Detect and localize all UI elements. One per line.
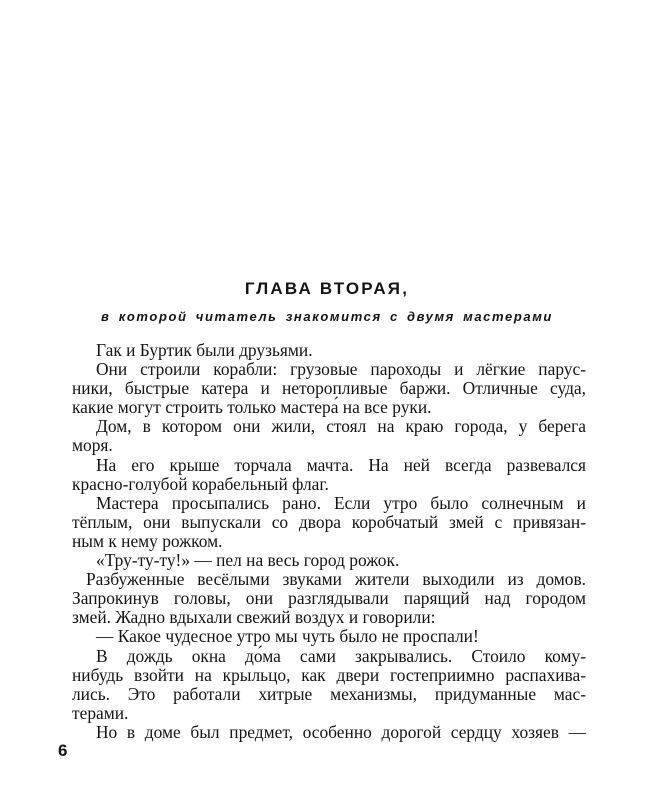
text-line: какие могут строить только мастера́ на все руки. <box>72 397 432 418</box>
chapter-body <box>72 341 586 742</box>
text-line: ники, быстрые катера и неторопливые баржи. Отличные суда, <box>72 378 586 399</box>
text-line: лись. Это работали хитрые механизмы, придуманные мас- <box>72 683 586 704</box>
text-line: ным к нему рожком. <box>72 530 223 551</box>
text-line: Гак и Буртик были друзьями. <box>96 340 313 360</box>
text-line: На его крыше торчала мачта. На ней всегда развевался <box>96 454 586 475</box>
text-line: Мастера просыпались рано. Если утро было солнечным и <box>96 492 586 513</box>
page-number: 6 <box>58 741 68 760</box>
text-line: нибудь взойти на крыльцо, как двери гостеприимно распахива- <box>72 664 586 685</box>
text-line: тёплым, они выпускали со двора коробчатый змей с привязан- <box>72 511 586 532</box>
text-line: «Тру-ту-ту!» — пел на весь город рожок. <box>96 550 400 571</box>
chapter-subtitle: в которой читатель знакомится с двумя мастерами <box>101 309 553 324</box>
text-line: терами. <box>72 702 129 723</box>
text-line: красно-голубой корабельный флаг. <box>72 473 329 494</box>
chapter-title: ГЛАВА ВТОРАЯ, <box>244 279 410 298</box>
text-line: змей. Жадно вдыхали свежий воздух и говорили: <box>72 607 436 628</box>
text-line: моря. <box>72 435 113 456</box>
text-line: — Какое чудесное утро мы чуть было не проспали! <box>96 626 479 647</box>
text-line: Но в доме был предмет, особенно дорогой сердцу хозяев — <box>96 721 586 742</box>
text-line: В дождь окна до́ма сами закрывались. Стоило кому- <box>96 645 586 666</box>
text-line: Разбуженные весёлыми звуками жители выходили из домов. <box>86 569 586 590</box>
text-line: Они строили корабли: грузовые пароходы и лёгкие парус- <box>96 359 586 380</box>
text-line: Дом, в котором они жили, стоял на краю города, у берега <box>96 416 586 437</box>
text-line: Запрокинув головы, они разглядывали парящий над городом <box>72 588 586 609</box>
